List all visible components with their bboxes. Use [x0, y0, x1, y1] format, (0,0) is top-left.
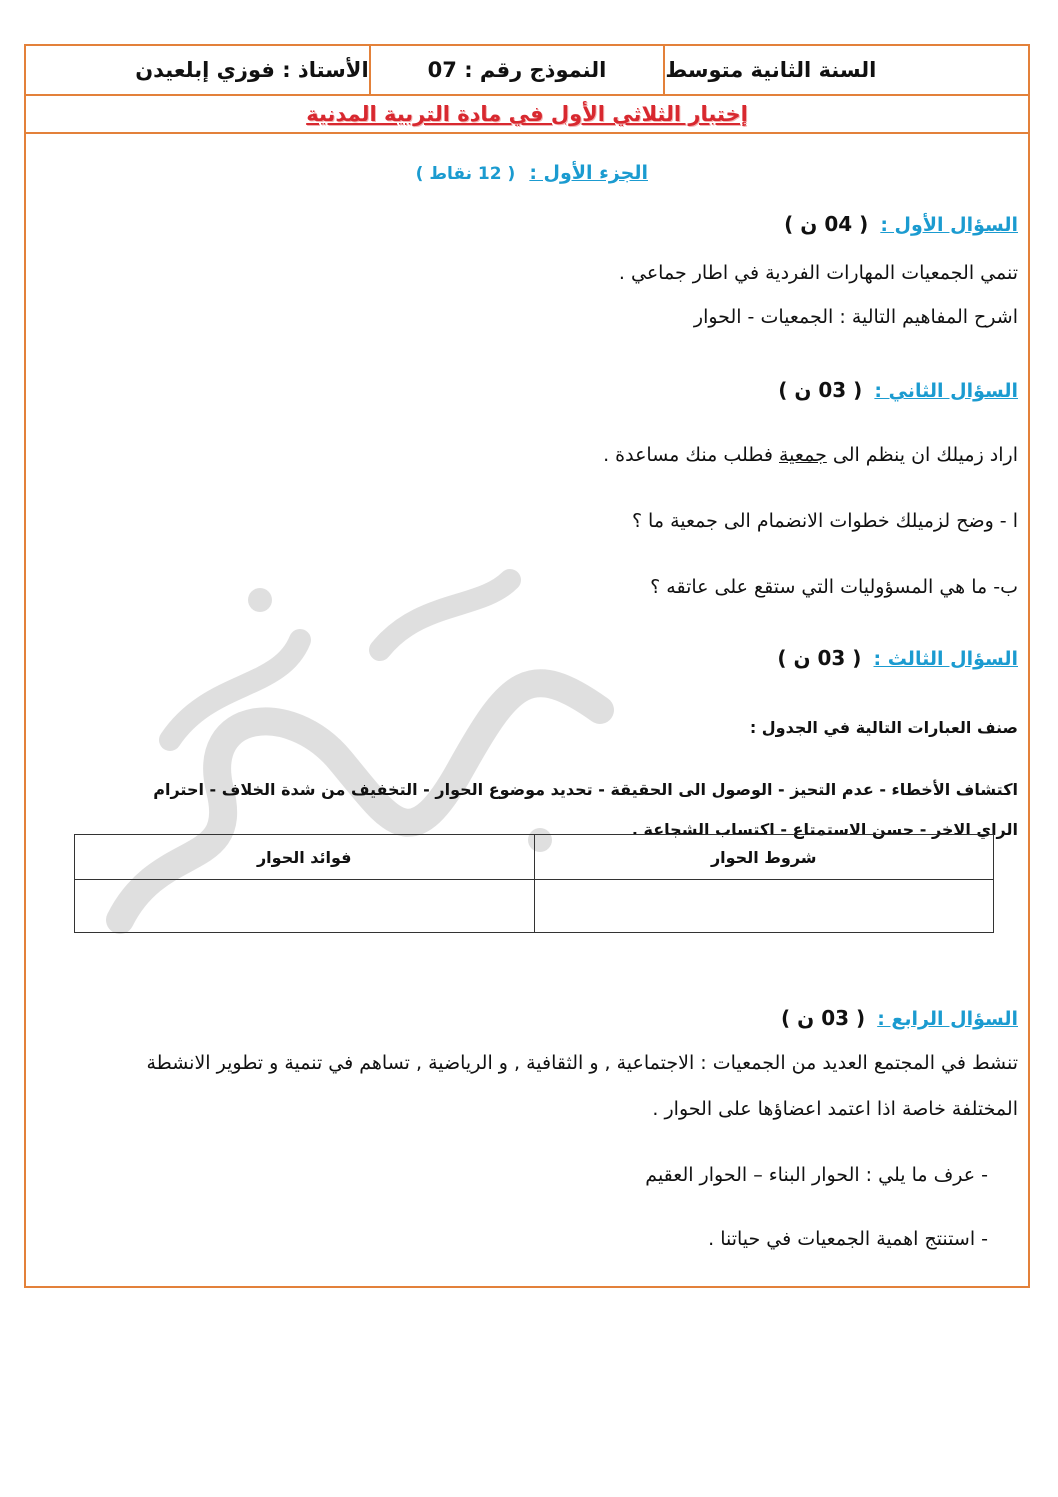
q2-heading [778, 378, 1018, 402]
q3-instruction: صنف العبارات التالية في الجدول : [749, 718, 1018, 737]
col-benefits: فوائد الحوار [75, 835, 535, 880]
q2-text1-b: جمعية [779, 444, 827, 466]
part1-title: الجزء الأول : [529, 162, 648, 184]
q2-text1 [603, 444, 1018, 466]
q2-label: السؤال الثاني : [874, 380, 1018, 402]
classification-table [74, 834, 994, 933]
q3-items-line1: اكتشاف الأخطاء - عدم التحيز - الوصول الى الحقيقة - تحديد موضوع الحوار - التخفيف من شدة الخلاف - احترام [153, 780, 1018, 799]
q2-text1-a: اراد زميلك ان ينظم الى [826, 444, 1018, 466]
q4-heading [781, 1006, 1018, 1030]
q2-text3: ب- ما هي المسؤوليات التي ستقع على عاتقه ؟ [650, 576, 1018, 598]
q3-items-line2: الراي الاخر - حسن الاستمتاع - اكتساب الشجاعة . [631, 820, 1018, 839]
q3-label: السؤال الثالث : [873, 648, 1018, 670]
q4-points: ( 03 ن ) [781, 1006, 866, 1030]
answer-cell-benefits[interactable] [75, 880, 535, 933]
exam-title-row [26, 96, 1028, 134]
header-row [26, 46, 1028, 96]
q1-points: ( 04 ن ) [784, 212, 869, 236]
q4-text1: تنشط في المجتمع العديد من الجمعيات : الاجتماعية , و الثقافية , و الرياضية , تساهم في تنمية و تطوير الانشطة [146, 1052, 1018, 1074]
part1-points: ( 12 نقاط ) [415, 164, 516, 184]
q1-label: السؤال الأول : [880, 214, 1018, 236]
table-header-row [75, 835, 994, 880]
part1-heading [416, 162, 648, 184]
q1-text1: تنمي الجمعيات المهارات الفردية في اطار جماعي . [618, 262, 1018, 284]
col-conditions: شروط الحوار [534, 835, 994, 880]
q4-label: السؤال الرابع : [877, 1008, 1018, 1030]
q1-text2: اشرح المفاهيم التالية : الجمعيات - الحوار [693, 306, 1018, 328]
answer-cell-conditions[interactable] [534, 880, 994, 933]
model-cell: النموذج رقم : 07 [369, 46, 664, 94]
teacher-cell: الأستاذ : فوزي إبلعيدن [135, 58, 369, 82]
q4-task1: - عرف ما يلي : الحوار البناء – الحوار العقيم [645, 1164, 988, 1186]
level-cell: السنة الثانية متوسط [663, 46, 1028, 94]
q2-text1-c: فطلب منك مساعدة . [603, 444, 779, 466]
q4-text2: المختلفة خاصة اذا اعتمد اعضاؤها على الحوار . [652, 1098, 1018, 1120]
table-answer-row [75, 880, 994, 933]
q2-points: ( 03 ن ) [778, 378, 863, 402]
q2-text2: ا - وضح لزميلك خطوات الانضمام الى جمعية ما ؟ [631, 510, 1018, 532]
q3-points: ( 03 ن ) [777, 646, 862, 670]
q3-heading [777, 646, 1018, 670]
q4-task2: - استنتج اهمية الجمعيات في حياتنا . [708, 1228, 988, 1250]
q1-heading [784, 212, 1018, 236]
exam-title: إختبار الثلاثي الأول في مادة التربية المدنية [306, 102, 748, 126]
exam-frame [24, 44, 1030, 1288]
